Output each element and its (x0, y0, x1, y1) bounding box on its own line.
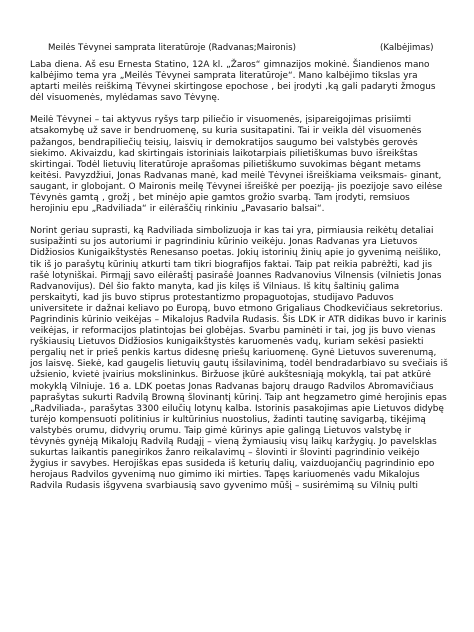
paragraph-patriotism: Meilė Tėvynei – tai aktyvus ryšys tarp piliečio ir visuomenės, įsipareigojimas prisiimti atsakomybę už save ir bendruomenę, su kuria susitapatini. Tai ir veikla dėl visuomenės pažangos, bendrapiliečių teisių, laisvių ir demokratijos saugumo bei valstybės gerovės siekimo. Akivaizdu, kad skirtingais istoriniais laikotarpiais pilietiškumas buvo išreikštas skirtingai. Todėl lietuvių literatūroje aprašomas pilietiškumo suvokimas bėgant metams keitėsi. Pavyzdžiui, Jonas Radvanas manė, kad meilė Tėvynei išreiškiama veiksmais- ginant, saugant, ir globojant. O Maironis meilę Tėvynei išreiškė per poeziją- jis poezijoje savo eilėse Tėvynės gamtą , grožį , bet minėjo apie gamtos grožio svarbą. Tam įrodyti, remsiuos herojiniu epu „Radviliada“ ir eilėraščių rinkiniu „Pavasario balsai“. (30, 115, 443, 215)
paragraph-radviliada: Norint geriau suprasti, ką Radviliada simbolizuoja ir kas tai yra, pirmiausia reikėtų detaliai susipažinti su jos autoriumi ir pagrindiniu kūrinio veikėju. Jonas Radvanas yra Lietuvos Didžiosios Kunigaikštystės Renesanso poetas. Jokių istorinių žinių apie jo gyvenimą neišliko, tik iš jo parašytų kūrinių atkurti tam tikri biografijos faktai. Taip pat reikia pabrėžti, kad jis rašė lotyniškai. Pirmąjį savo eilėraštį pasirašė Joannes Radvanovius Vilnensis (vilnietis Jonas Radvanovijus). Dėl šio fakto manyta, kad jis kilęs iš Vilniaus. Iš kitų šaltinių galima perskaityti, kad jis buvo stiprus protestantizmo propaguotojas, studijavo Paduvos universitete ir dažnai keliavo po Europą, buvo etmono Grigaliaus Chodkevičiaus sekretorius. Pagrindinis kūrinio veikėjas – Mikalojus Radvila Rudasis. Šis LDK ir ATR didikas buvo ir karinis veikėjas, ir reformacijos platintojas bei globėjas. Svarbu paminėti ir tai, jog jis buvo vienas ryškiausių Lietuvos Didžiosios kunigaikštystės karuomenės vadų, kuriam sekėsi pasiekti pergalių net ir prieš penkis kartus didesnę priešų kariuomenę. Gynė Lietuvos suverenumą, jos laisvę. Siekė, kad gaugelis lietuvių gautų išsilavinimą, todėl bendradarbiavo su svečiais iš užsienio, kvietė įvairius mokslininkus. Biržuose įkūrė aukštesniąją mokyklą, tai pat atkūrė mokyklą Vilniuje. 16 a. LDK poetas Jonas Radvanas bajorų draugo Radvilos Abromavičiaus paprašytas sukurti Radvilą Browną šlovinantį kūrinį. Taip ant hegzametro gimė herojinis epas „Radviliada-, parašytas 3300 eilučių lotynų kalba. Istorinis pasakojimas apie Lietuvos didybę turėjo kompensuoti politinius ir kultūrinius nuostolius, žadinti tautinę savigarbą, tikėjimą valstybės orumu, didvyrių orumu. Taip gimė kūrinys apie galingą Lietuvos valstybę ir tėvynės gynėją Mikalojų Radvilą Rudąjį – vieną žymiausių visų laikų karžygių. Jo pavelsklas sukurtas laikantis panegirikos žanro reikalavimų – šlovinti ir šlovinti pagrindinio veikėjo žygius ir savybes. Herojiškas epas susideda iš keturių dalių, vaizduojančių pagrindinio epo herojaus Radvilos gyvenimą nuo gimimo iki mirties. Tapęs kariuomenės vadu Mikalojus Radvila Rudasis išgyvena svarbiausią savo gyvenimo mūšį – susirėmimą su Vilnių pulti (30, 226, 448, 492)
header-title: Meilės Tėvynei samprata literatūroje (Radvanas;Maironis) (48, 43, 296, 53)
header-genre: (Kalbėjimas) (380, 43, 434, 53)
document-body (30, 60, 448, 492)
paragraph-intro: Laba diena. Aš esu Ernesta Statino, 12A kl. „Žaros“ gimnazijos mokinė. Šiandienos mano kalbėjimo tema yra „Meilės Tėvynei samprata literatūroje“. Mano kalbėjimo tikslas yra aptarti meilės reiškimą Tėvynei skirtingose epochose , bei įrodyti ,ką gali padaryti žmogus dėl visuomenės, mylėdamas savo Tėvynę. (30, 60, 436, 104)
